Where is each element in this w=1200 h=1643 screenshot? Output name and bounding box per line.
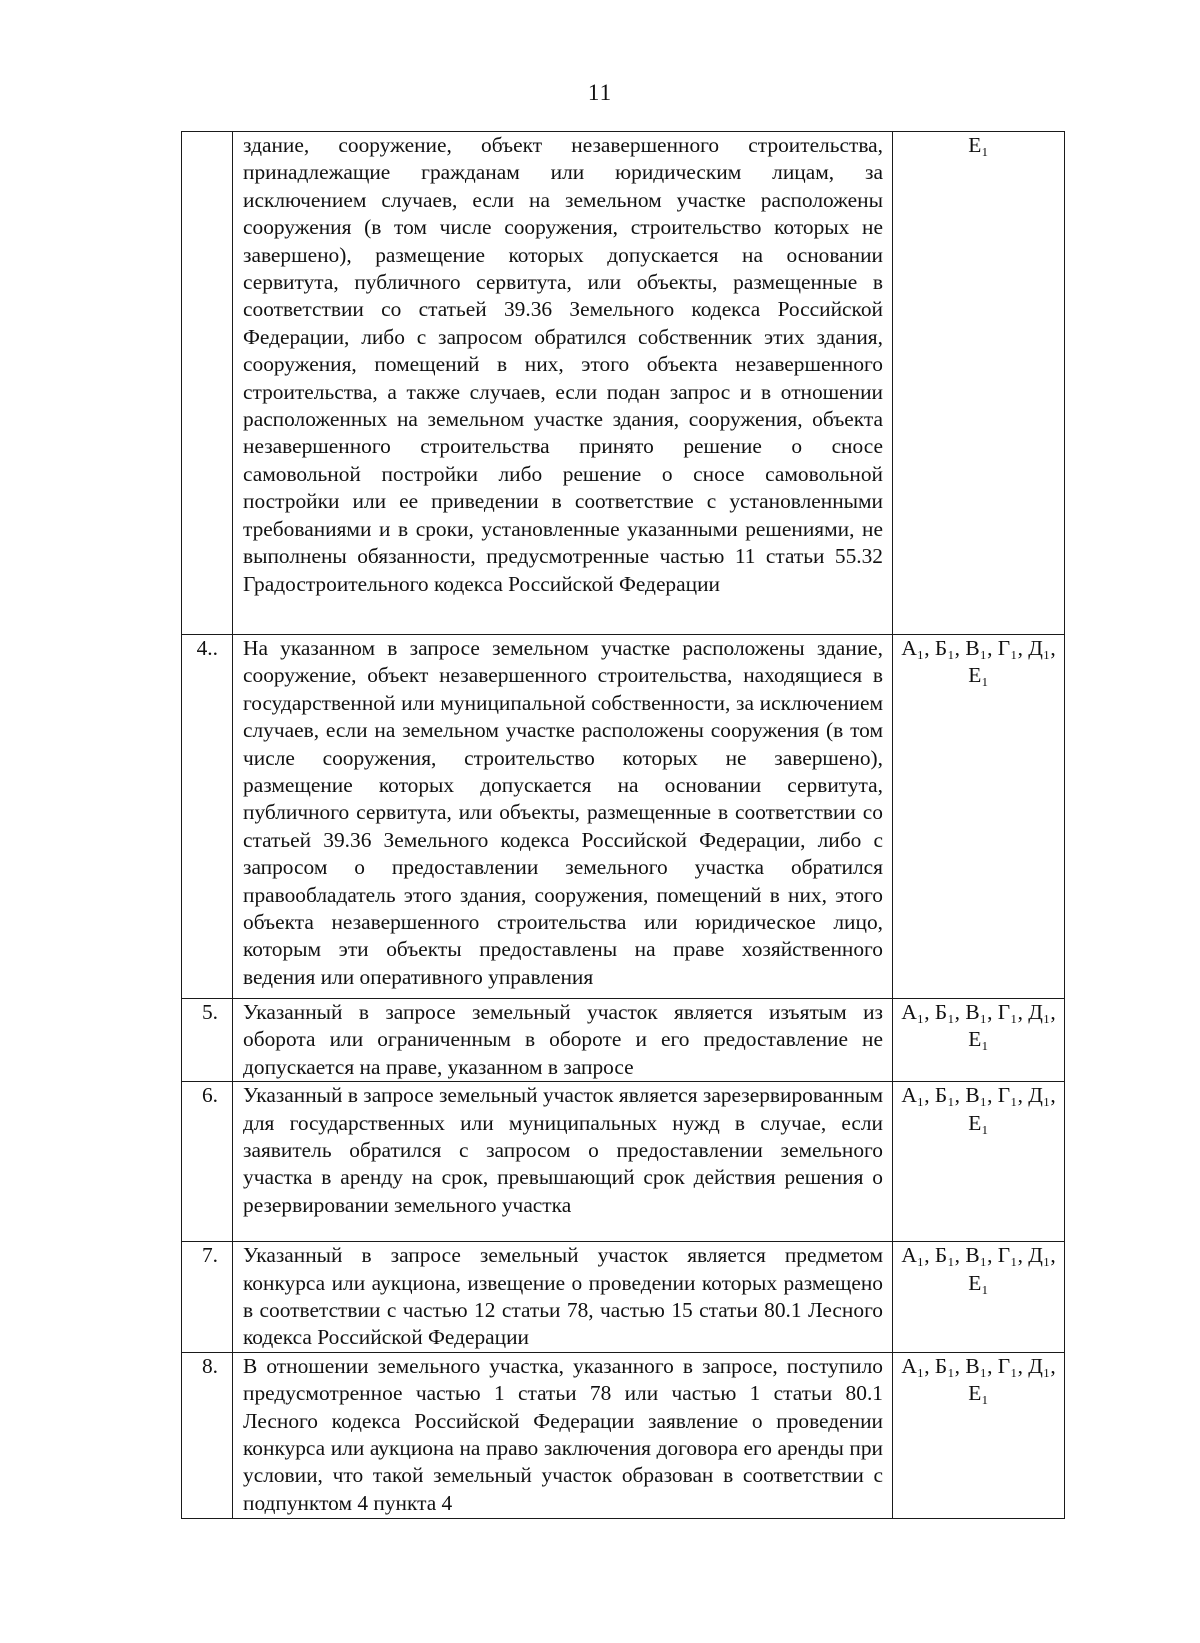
codes-line-1: А₁, Б₁, В₁, Г₁, Д₁, — [901, 636, 1056, 660]
codes-line-1: А₁, Б₁, В₁, Г₁, Д₁, — [901, 1243, 1056, 1268]
codes-line-1: А₁, Б₁, В₁, Г₁, Д₁, — [901, 1353, 1056, 1378]
row-number: 4.. — [182, 635, 233, 999]
row-number — [182, 132, 233, 635]
row-codes — [893, 1082, 1065, 1242]
row-text: Указанный в запросе земельный участок является изъятым из оборота или ограниченным в обороте и его предоставление не допускается на праве, указанном в запросе — [233, 999, 893, 1082]
page-number: 11 — [587, 80, 613, 105]
row-codes — [893, 1242, 1065, 1353]
table-row — [182, 635, 1065, 999]
row-number: 7. — [182, 1242, 233, 1353]
row-number: 5. — [182, 999, 233, 1082]
codes-line-2: Е₁ — [968, 1381, 989, 1406]
row-codes — [893, 132, 1065, 635]
row-codes — [893, 999, 1065, 1082]
row-text: здание, сооружение, объект незавершенного строительства, принадлежащие гражданам или юридическим лицам, за исключением случаев, если на земельном участке расположены сооружения (в том числе сооружения, строительство которых не завершено), размещение которых допускается на основании сервитута, публичного сервитута, или объекты, размещенные в соответствии со статьей 39.36 Земельного кодекса Российской Федерации, либо с запросом обратился собственник этих здания, сооружения, помещений в них, этого объекта незавершенного строительства, а также случаев, если подан запрос и в отношении расположенных на земельном участке здания, сооружения, объекта незавершенного строительства принято решение о сносе самовольной постройки либо решение о сносе самовольной постройки или ее приведении в соответствие с установленными требованиями и в сроки, установленные указанными решениями, не выполнены обязанности, предусмотренные частью 11 статьи 55.32 Градостроительного кодекса Российской Федерации — [233, 132, 893, 635]
row-codes — [893, 1352, 1065, 1518]
row-number: 6. — [182, 1082, 233, 1242]
codes-line-1: А₁, Б₁, В₁, Г₁, Д₁, — [901, 1083, 1056, 1108]
codes-line-2: Е₁ — [968, 663, 989, 688]
table-row — [182, 132, 1065, 635]
table-row — [182, 1242, 1065, 1353]
table-row — [182, 999, 1065, 1082]
table-row — [182, 1352, 1065, 1518]
codes-line-2: Е₁ — [968, 1110, 989, 1135]
row-number: 8. — [182, 1352, 233, 1518]
refusal-grounds-table — [181, 131, 1065, 1519]
row-text: В отношении земельного участка, указанного в запросе, поступило предусмотренное частью 1 статьи 78 или частью 1 статьи 80.1 Лесного кодекса Российской Федерации заявление о проведении конкурса или аукциона на право заключения договора его аренды при условии, что такой земельный участок образован в соответствии с подпунктом 4 пункта 4 — [233, 1352, 893, 1518]
row-text: Указанный в запросе земельный участок является зарезервированным для государственных или муниципальных нужд в случае, если заявитель обратился с запросом о предоставлении земельного участка в аренду на срок, превышающий срок действия решения о резервировании земельного участка — [233, 1082, 893, 1242]
table-row — [182, 1082, 1065, 1242]
row-codes — [893, 635, 1065, 999]
codes-line-2: Е₁ — [968, 133, 989, 157]
codes-line-1: А₁, Б₁, В₁, Г₁, Д₁, — [901, 1000, 1056, 1024]
row-text: На указанном в запросе земельном участке расположены здание, сооружение, объект незавершенного строительства, находящиеся в государственной или муниципальной собственности, за исключением случаев, если на земельном участке расположены сооружения (в том числе сооружения, строительство которых не завершено), размещение которых допускается на основании сервитута, публичного сервитута, или объекты, размещенные в соответствии со статьей 39.36 Земельного кодекса Российской Федерации, либо с запросом о предоставлении земельного участка обратился правообладатель этого здания, сооружения, помещений в них, этого объекта незавершенного строительства или юридическое лицо, которым эти объекты предоставлены на праве хозяйственного ведения или оперативного управления — [233, 635, 893, 999]
codes-line-2: Е₁ — [968, 1027, 989, 1052]
codes-line-2: Е₁ — [968, 1270, 989, 1295]
row-text: Указанный в запросе земельный участок является предметом конкурса или аукциона, извещение о проведении которых размещено в соответствии с частью 12 статьи 78, частью 15 статьи 80.1 Лесного кодекса Российской Федерации — [233, 1242, 893, 1353]
